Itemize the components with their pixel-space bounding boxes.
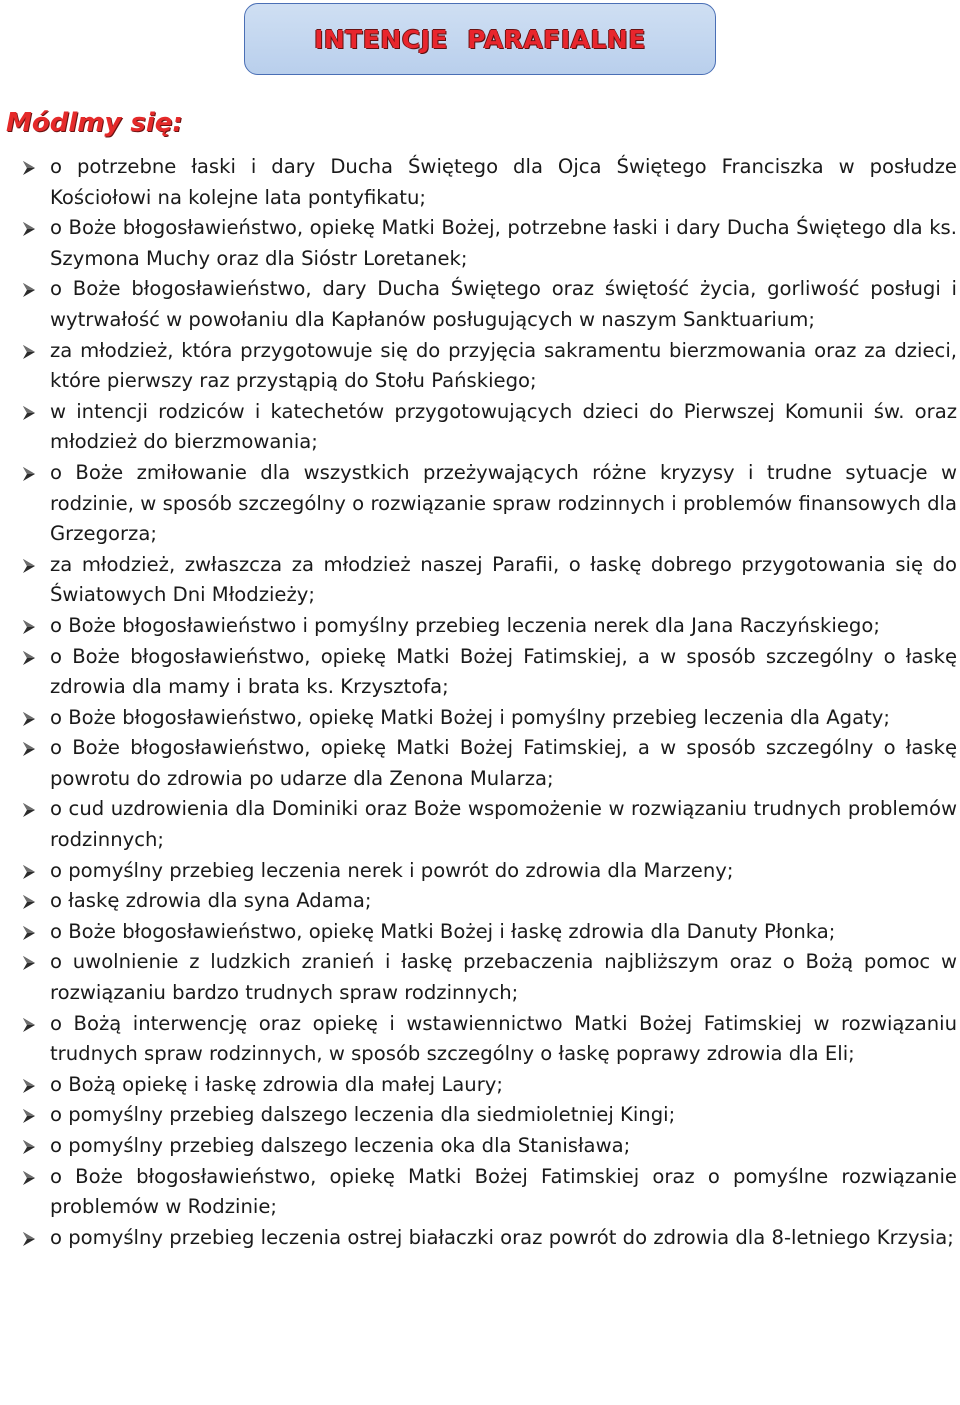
arrowhead-bullet-icon — [21, 886, 39, 917]
intention-text: o Bożą opiekę i łaskę zdrowia dla małej Laury; — [50, 1072, 503, 1096]
list-item — [0, 856, 960, 887]
intention-text: za młodzież, zwłaszcza za młodzież naszej Parafii, o łaskę dobrego przygotowania się do Światowych Dni Młodzieży; — [50, 552, 957, 607]
intention-text: o Boże zmiłowanie dla wszystkich przeżywających różne kryzysy i trudne sytuacje w rodzinie, w sposób szczególny o rozwiązanie spraw rodzinnych i problemów finansowych dla Grzegorza; — [50, 460, 957, 546]
intention-text: o Boże błogosławieństwo, opiekę Matki Bożej Fatimskiej, a w sposób szczególny o łaskę powrotu do zdrowia po udarze dla Zenona Mularza; — [50, 736, 957, 790]
intention-text: o Boże błogosławieństwo, opiekę Matki Bożej Fatimskiej oraz o pomyślne rozwiązanie problemów w Rodzinie; — [50, 1164, 957, 1219]
intention-text: o pomyślny przebieg dalszego leczenia dla siedmioletniej Kingi; — [50, 1103, 676, 1127]
intention-text: o pomyślny przebieg leczenia nerek i powrót do zdrowia dla Marzeny; — [50, 858, 734, 882]
arrowhead-bullet-icon — [21, 336, 39, 367]
list-item — [0, 611, 960, 642]
list-item — [0, 152, 960, 213]
intention-text: w intencji rodziców i katechetów przygotowujących dzieci do Pierwszej Komunii św. oraz młodzież do bierzmowania; — [50, 399, 957, 454]
arrowhead-bullet-icon — [21, 947, 39, 978]
list-item — [0, 397, 960, 458]
intention-text: o potrzebne łaski i dary Ducha Świętego dla Ojca Świętego Franciszka w posłudze Kościołowi na kolejne lata pontyfikatu; — [50, 155, 957, 209]
list-item — [0, 1009, 960, 1070]
title-banner — [244, 3, 716, 75]
intention-text: o łaskę zdrowia dla syna Adama; — [50, 889, 372, 913]
intention-text: o Boże błogosławieństwo, opiekę Matki Bożej, potrzebne łaski i dary Ducha Świętego dla ks. Szymona Muchy oraz dla Sióstr Loretanek; — [50, 216, 957, 270]
list-item — [0, 1100, 960, 1131]
intention-text: o Boże błogosławieństwo, opiekę Matki Bożej i pomyślny przebieg leczenia dla Agaty; — [50, 705, 890, 729]
intention-text: o Bożą interwencję oraz opiekę i wstawiennictwo Matki Bożej Fatimskiej w rozwiązaniu trudnych spraw rodzinnych, w sposób szczególny o łaskę poprawy zdrowia dla Eli; — [50, 1011, 957, 1066]
arrowhead-bullet-icon — [21, 611, 39, 642]
list-item — [0, 336, 960, 397]
arrowhead-bullet-icon — [21, 917, 39, 948]
intention-text: o pomyślny przebieg leczenia ostrej białaczki oraz powrót do zdrowia dla 8-letniego Krzysia; — [50, 1225, 954, 1249]
arrowhead-bullet-icon — [21, 1162, 39, 1193]
section-heading: Módlmy się: — [6, 108, 183, 138]
list-item — [0, 1162, 960, 1223]
list-item — [0, 1223, 960, 1254]
intention-text: o Boże błogosławieństwo, dary Ducha Świętego oraz świętość życia, gorliwość posługi i wytrwałość w powołaniu dla Kapłanów posługujących w naszym Sanktuarium; — [50, 277, 957, 331]
intention-text: o pomyślny przebieg dalszego leczenia oka dla Stanisława; — [50, 1134, 631, 1157]
list-item — [0, 458, 960, 550]
list-item — [0, 213, 960, 274]
list-item — [0, 550, 960, 611]
intention-text: o cud uzdrowienia dla Dominiki oraz Boże wspomożenie w rozwiązaniu trudnych problemów rodzinnych; — [50, 797, 957, 852]
intention-text: o uwolnienie z ludzkich zranień i łaskę przebaczenia najbliższym oraz o Bożą pomoc w rozwiązaniu bardzo trudnych spraw rodzinnych; — [50, 950, 957, 1005]
arrowhead-bullet-icon — [21, 642, 39, 673]
arrowhead-bullet-icon — [21, 397, 39, 428]
list-item — [0, 703, 960, 734]
arrowhead-bullet-icon — [21, 1223, 39, 1254]
arrowhead-bullet-icon — [21, 274, 39, 305]
intention-text: o Boże błogosławieństwo, opiekę Matki Bożej Fatimskiej, a w sposób szczególny o łaskę zdrowia dla mamy i brata ks. Krzysztofa; — [50, 644, 957, 699]
arrowhead-bullet-icon — [21, 1070, 39, 1101]
intentions-list — [0, 152, 960, 1253]
arrowhead-bullet-icon — [21, 213, 39, 244]
list-item — [0, 274, 960, 335]
list-item — [0, 733, 960, 794]
list-item — [0, 1131, 960, 1162]
arrowhead-bullet-icon — [21, 733, 39, 764]
list-item — [0, 642, 960, 703]
list-item — [0, 1070, 960, 1101]
page-title: INTENCJE PARAFIALNE — [314, 24, 646, 54]
intention-text: o Boże błogosławieństwo i pomyślny przebieg leczenia nerek dla Jana Raczyńskiego; — [50, 613, 880, 637]
arrowhead-bullet-icon — [21, 152, 39, 183]
arrowhead-bullet-icon — [21, 856, 39, 887]
arrowhead-bullet-icon — [21, 1131, 39, 1162]
arrowhead-bullet-icon — [21, 1009, 39, 1040]
intention-text: o Boże błogosławieństwo, opiekę Matki Bożej i łaskę zdrowia dla Danuty Płonka; — [50, 919, 836, 943]
arrowhead-bullet-icon — [21, 1100, 39, 1131]
arrowhead-bullet-icon — [21, 794, 39, 825]
list-item — [0, 794, 960, 855]
list-item — [0, 947, 960, 1008]
intention-text: za młodzież, która przygotowuje się do przyjęcia sakramentu bierzmowania oraz za dzieci, które pierwszy raz przystąpią do Stołu Pańskiego; — [50, 338, 957, 393]
arrowhead-bullet-icon — [21, 703, 39, 734]
list-item — [0, 917, 960, 948]
arrowhead-bullet-icon — [21, 458, 39, 489]
list-item — [0, 886, 960, 917]
arrowhead-bullet-icon — [21, 550, 39, 581]
